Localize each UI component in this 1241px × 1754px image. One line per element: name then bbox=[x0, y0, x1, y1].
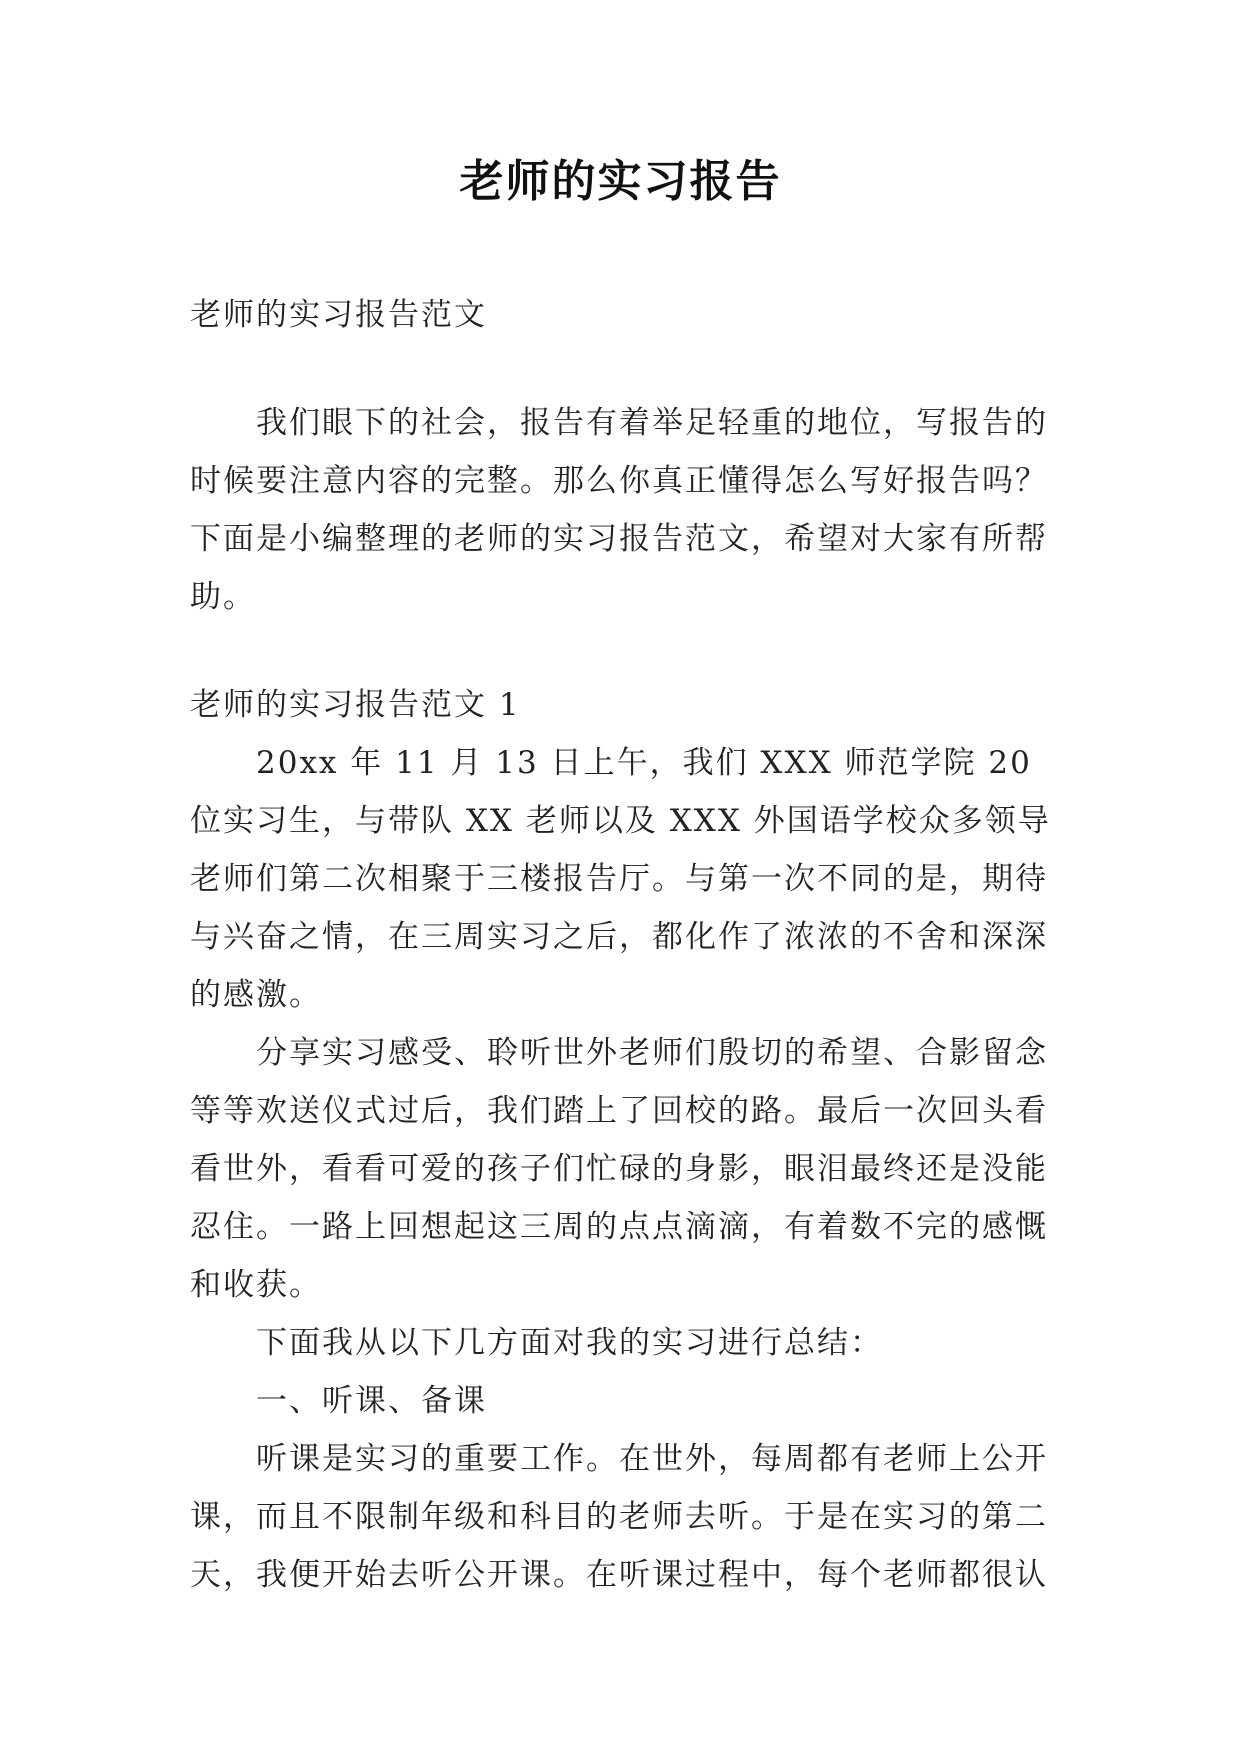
body-paragraph: 分享实习感受、聆听世外老师们殷切的希望、合影留念等等欢送仪式过后，我们踏上了回校的路。最后一次回头看看世外，看看可爱的孩子们忙碌的身影，眼泪最终还是没能忍住。一路上回想起这三周的点点滴滴，有着数不完的感慨和收获。 bbox=[190, 1035, 1048, 1303]
document-title: 老师的实习报告 bbox=[459, 156, 782, 207]
document-subtitle: 老师的实习报告范文 bbox=[190, 297, 487, 333]
list-heading: 一、听课、备课 bbox=[256, 1383, 487, 1419]
section-heading: 老师的实习报告范文 1 bbox=[190, 687, 521, 723]
body-paragraph: 下面我从以下几方面对我的实习进行总结： bbox=[256, 1325, 883, 1361]
body-paragraph: 20xx 年 11 月 13 日上午，我们 XXX 师范学院 20 位实习生，与带队 XX 老师以及 XXX 外国语学校众多领导老师们第二次相聚于三楼报告厅。与第一次不同的是，期待与兴奋之情，在三周实习之后，都化作了浓浓的不舍和深深的感激。 bbox=[190, 745, 1051, 1013]
document-body bbox=[190, 286, 1070, 1604]
intro-paragraph: 我们眼下的社会，报告有着举足轻重的地位，写报告的时候要注意内容的完整。那么你真正懂得怎么写好报告吗？下面是小编整理的老师的实习报告范文，希望对大家有所帮助。 bbox=[190, 405, 1048, 615]
body-paragraph: 听课是实习的重要工作。在世外，每周都有老师上公开课，而且不限制年级和科目的老师去听。于是在实习的第二天，我便开始去听公开课。在听课过程中，每个老师都很认 bbox=[190, 1441, 1048, 1593]
